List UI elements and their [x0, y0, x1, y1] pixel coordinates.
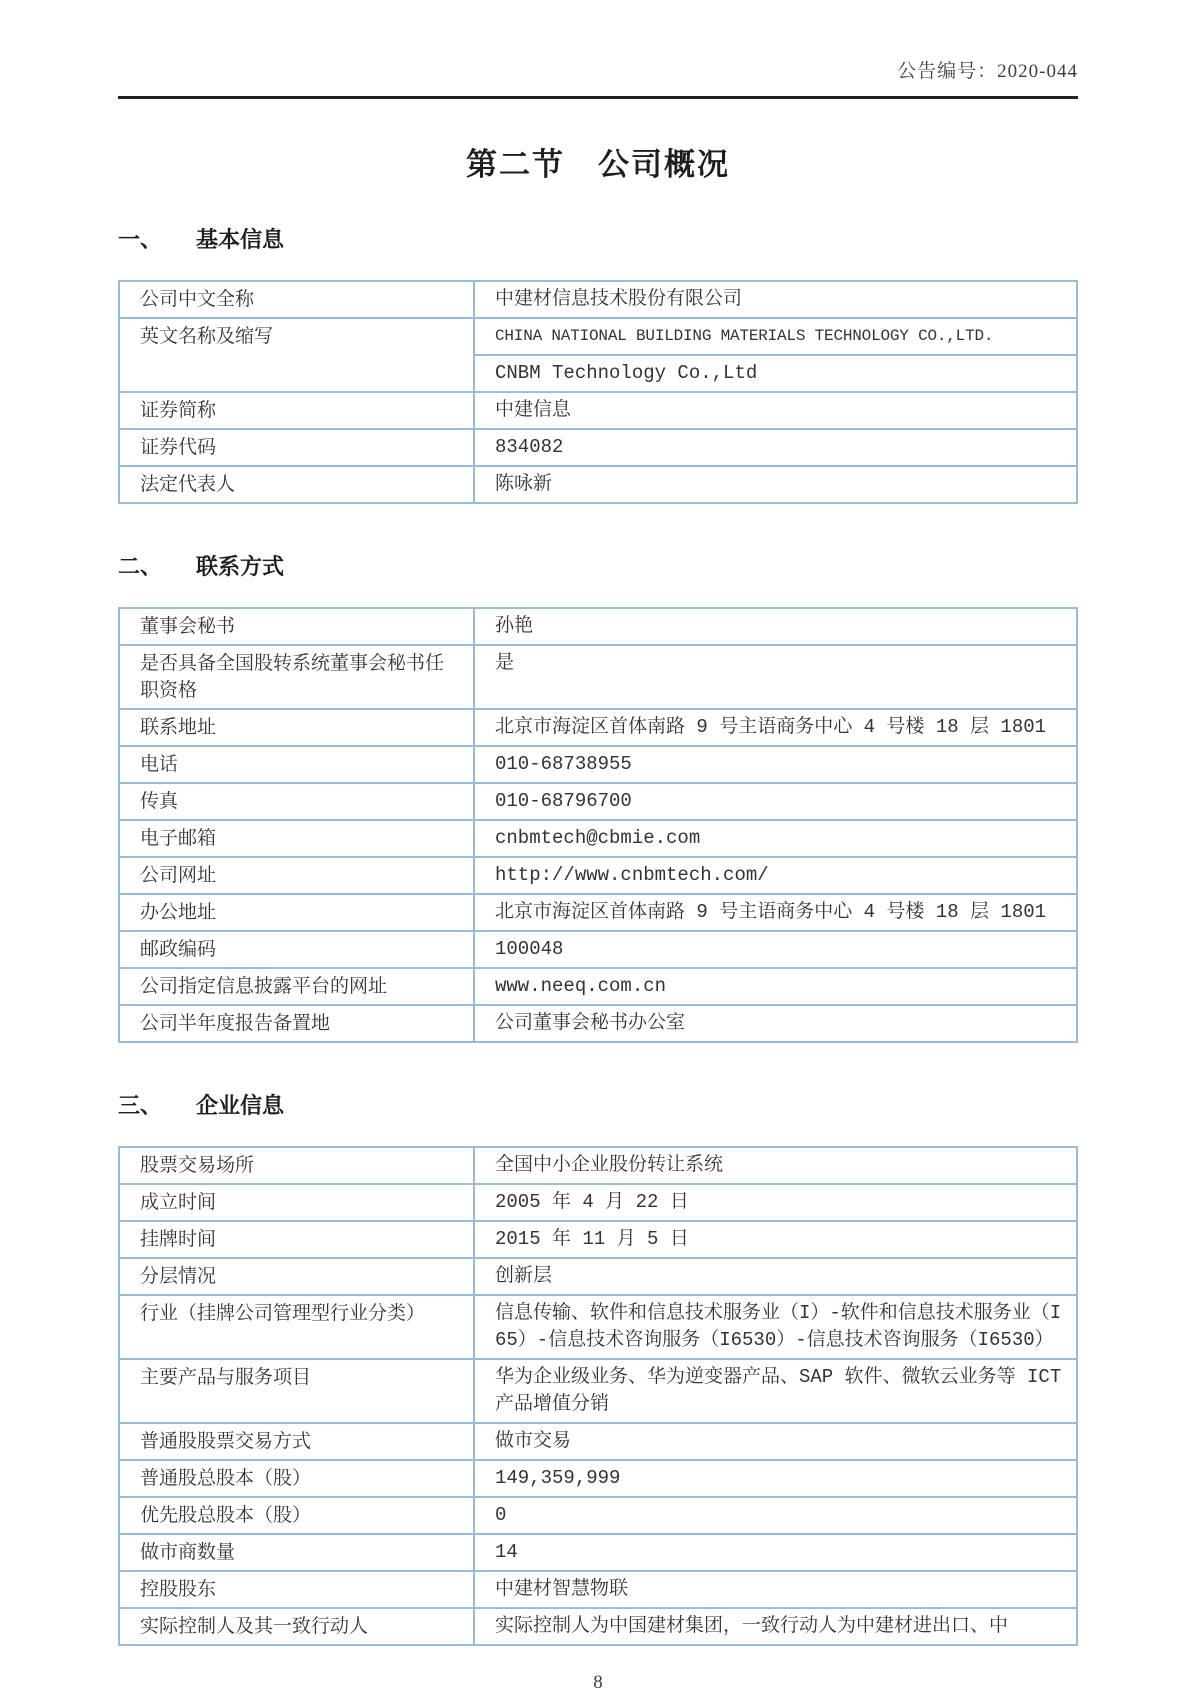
table-row: [119, 429, 1077, 466]
table-row: [119, 857, 1077, 894]
table-row: [119, 392, 1077, 429]
table-row: [119, 1184, 1077, 1221]
page-number: 8: [593, 1672, 603, 1693]
section-number: 一、: [118, 227, 163, 252]
field-value: 834082: [474, 429, 1077, 466]
section-label: 联系方式: [196, 554, 285, 579]
field-label: 成立时间: [119, 1184, 474, 1221]
section-heading-contact-info: [118, 552, 1078, 581]
field-value: 149,359,999: [474, 1460, 1077, 1497]
table-row: [119, 968, 1077, 1005]
field-value: 陈咏新: [474, 466, 1077, 503]
field-label: 做市商数量: [119, 1534, 474, 1571]
field-value: 北京市海淀区首体南路 9 号主语商务中心 4 号楼 18 层 1801: [474, 709, 1077, 746]
field-label: 英文名称及缩写: [119, 318, 474, 392]
field-value: 北京市海淀区首体南路 9 号主语商务中心 4 号楼 18 层 1801: [474, 894, 1077, 931]
table-row: [119, 1295, 1077, 1359]
field-label: 联系地址: [119, 709, 474, 746]
table-row: [119, 746, 1077, 783]
table-row: [119, 1423, 1077, 1460]
field-label: 公司中文全称: [119, 281, 474, 318]
field-label: 证券代码: [119, 429, 474, 466]
field-label: 股票交易场所: [119, 1147, 474, 1184]
table-row: [119, 783, 1077, 820]
table-row: [119, 1221, 1077, 1258]
field-value: 华为企业级业务、华为逆变器产品、SAP 软件、微软云业务等 ICT 产品增值分销: [474, 1359, 1077, 1423]
field-label: 法定代表人: [119, 466, 474, 503]
field-label: 优先股总股本（股）: [119, 1497, 474, 1534]
table-row: [119, 1460, 1077, 1497]
field-value: 做市交易: [474, 1423, 1077, 1460]
field-label: 实际控制人及其一致行动人: [119, 1608, 474, 1645]
field-value: 中建材信息技术股份有限公司: [474, 281, 1077, 318]
field-label: 办公地址: [119, 894, 474, 931]
field-value: 创新层: [474, 1258, 1077, 1295]
section-label: 基本信息: [196, 227, 285, 252]
field-value: www.neeq.com.cn: [474, 968, 1077, 1005]
field-value: CNBM Technology Co.,Ltd: [474, 355, 1077, 392]
table-row: [119, 894, 1077, 931]
field-value: 010-68738955: [474, 746, 1077, 783]
field-label: 证券简称: [119, 392, 474, 429]
field-value: 实际控制人为中国建材集团，一致行动人为中建材进出口、中: [474, 1608, 1077, 1645]
doc-header: [118, 60, 1078, 84]
field-label: 电子邮箱: [119, 820, 474, 857]
field-label: 是否具备全国股转系统董事会秘书任职资格: [119, 645, 474, 709]
field-value: 是: [474, 645, 1077, 709]
field-value: http://www.cnbmtech.com/: [474, 857, 1077, 894]
field-value: 100048: [474, 931, 1077, 968]
header-rule: [118, 96, 1078, 99]
section-number: 三、: [118, 1093, 163, 1118]
field-label: 电话: [119, 746, 474, 783]
field-label: 普通股股票交易方式: [119, 1423, 474, 1460]
section-heading-company-info: [118, 1091, 1078, 1120]
table-row: [119, 608, 1077, 645]
field-value: 2015 年 11 月 5 日: [474, 1221, 1077, 1258]
field-value: 中建材智慧物联: [474, 1571, 1077, 1608]
field-label: 分层情况: [119, 1258, 474, 1295]
field-label: 挂牌时间: [119, 1221, 474, 1258]
field-label: 普通股总股本（股）: [119, 1460, 474, 1497]
field-value: 信息传输、软件和信息技术服务业（I）-软件和信息技术服务业（I65）-信息技术咨询服务（I6530）-信息技术咨询服务（I6530）: [474, 1295, 1077, 1359]
table-row: [119, 1534, 1077, 1571]
field-value: 010-68796700: [474, 783, 1077, 820]
table-row: [119, 1147, 1077, 1184]
table-row: [119, 645, 1077, 709]
table-row: [119, 1608, 1077, 1645]
table-row: [119, 1258, 1077, 1295]
table-row: [119, 931, 1077, 968]
field-value: 14: [474, 1534, 1077, 1571]
field-label: 公司半年度报告备置地: [119, 1005, 474, 1042]
section-label: 企业信息: [196, 1093, 285, 1118]
field-label: 董事会秘书: [119, 608, 474, 645]
announcement-number: 公告编号：2020-044: [897, 61, 1078, 82]
table-row: [119, 466, 1077, 503]
field-value: 公司董事会秘书办公室: [474, 1005, 1077, 1042]
field-value: CHINA NATIONAL BUILDING MATERIALS TECHNOLOGY CO.,LTD.: [474, 318, 1077, 355]
section-heading-basic-info: [118, 225, 1078, 254]
contact-info-table: [118, 607, 1078, 1043]
field-value: 中建信息: [474, 392, 1077, 429]
table-row: [119, 709, 1077, 746]
table-row: [119, 1005, 1077, 1042]
field-label: 公司指定信息披露平台的网址: [119, 968, 474, 1005]
field-value: cnbmtech@cbmie.com: [474, 820, 1077, 857]
field-label: 公司网址: [119, 857, 474, 894]
field-value: 0: [474, 1497, 1077, 1534]
table-row: [119, 281, 1077, 318]
field-value: 孙艳: [474, 608, 1077, 645]
table-row: [119, 318, 1077, 355]
table-row: [119, 820, 1077, 857]
table-row: [119, 1359, 1077, 1423]
section-number: 二、: [118, 554, 163, 579]
field-label: 行业（挂牌公司管理型行业分类）: [119, 1295, 474, 1359]
table-row: [119, 1571, 1077, 1608]
field-label: 传真: [119, 783, 474, 820]
field-label: 主要产品与服务项目: [119, 1359, 474, 1423]
table-row: [119, 1497, 1077, 1534]
company-info-table: [118, 1146, 1078, 1646]
field-label: 控股股东: [119, 1571, 474, 1608]
field-label: 邮政编码: [119, 931, 474, 968]
field-value: 2005 年 4 月 22 日: [474, 1184, 1077, 1221]
basic-info-table: [118, 280, 1078, 504]
page-title: 第二节 公司概况: [466, 147, 730, 182]
field-value: 全国中小企业股份转让系统: [474, 1147, 1077, 1184]
